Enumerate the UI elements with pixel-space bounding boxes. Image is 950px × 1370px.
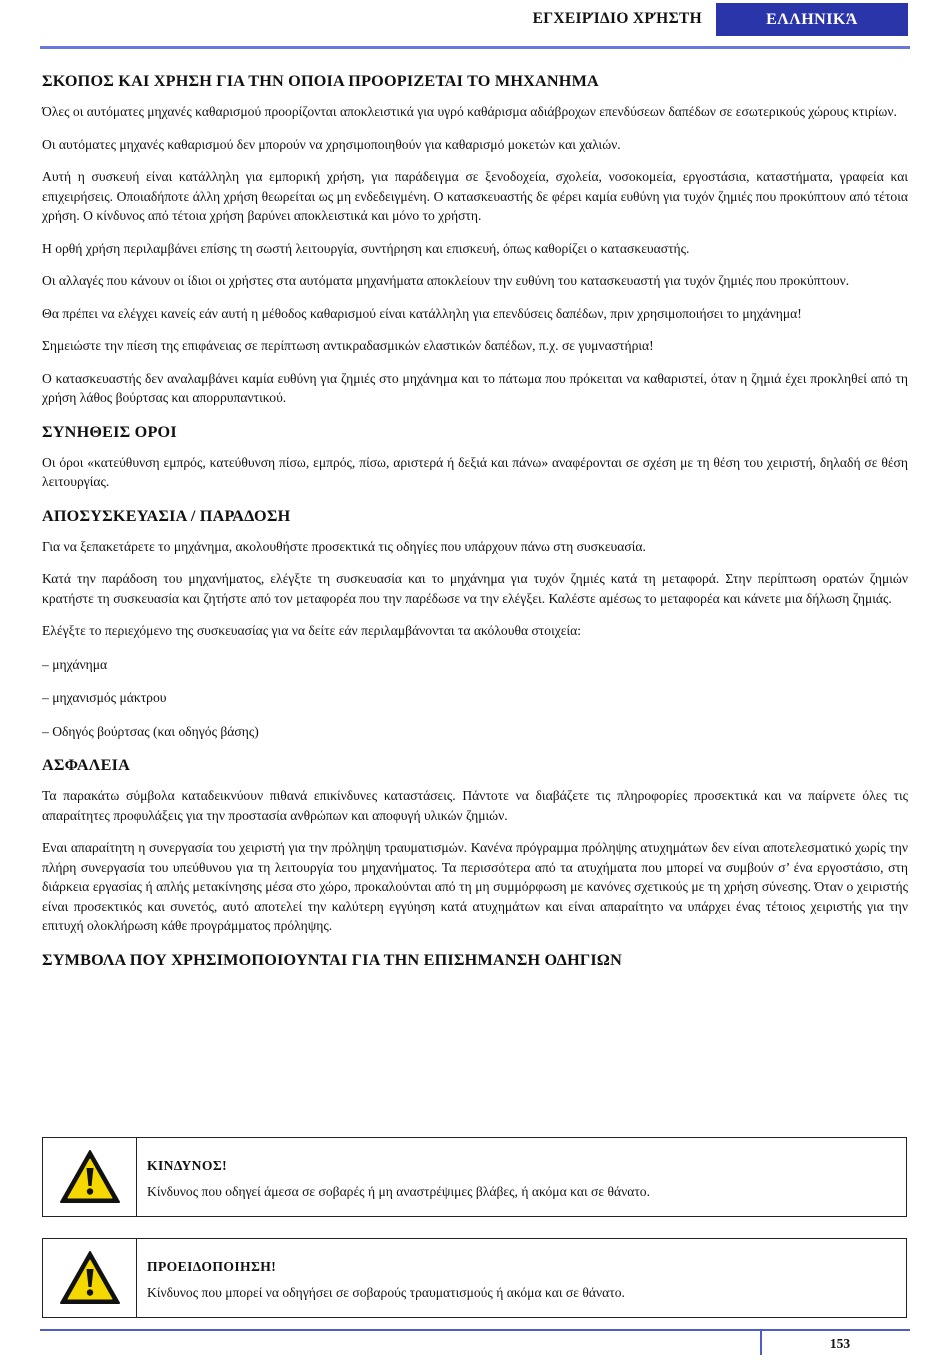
section-heading-purpose: ΣΚΟΠΟΣ ΚΑΙ ΧΡΗΣΗ ΓΙΑ ΤΗΝ ΟΠΟΙΑ ΠΡΟΟΡΙΖΕΤΑΙ ΤΟ ΜΗΧΑΝΗΜΑ — [42, 72, 599, 90]
danger-description: Κίνδυνος που οδηγεί άμεσα σε σοβαρές ή μη αναστρέψιμες βλάβες, ή ακόμα και σε θάνατο. — [147, 1183, 651, 1199]
paragraph: Θα πρέπει να ελέγχει κανείς εάν αυτή η μέθοδος καθαρισμού είναι κατάλληλη για επενδύσεις δαπέδων, πριν χρησιμοποιήσει το μηχάνημα! — [42, 305, 802, 321]
list-item: – μηχάνημα — [42, 656, 108, 672]
paragraph: Για να ξεπακετάρετε το μηχάνημα, ακολουθήστε προσεκτικά τις οδηγίες που υπάρχουν πάνω στη συσκευασία. — [42, 538, 646, 554]
paragraph: Ο κατασκευαστής δεν αναλαμβάνει καμία ευθύνη για ζημιές στο μηχάνημα και το πάτωμα που πρόκειται να καθαριστεί, όταν η ζημιά έχει προκληθεί από τη χρήση λάθος βούρτσας και απορρυπαντικού. — [42, 370, 908, 405]
list-item: – μηχανισμός μάκτρου — [42, 690, 167, 705]
paragraph: Οι όροι «κατεύθυνση εμπρός, κατεύθυνση πίσω, εμπρός, πίσω, αριστερά ή δεξιά και πάνω» αναφέρονται σε σχέση με τη θέση του χειριστή, δηλαδή σε θέση λειτουργίας. — [42, 454, 908, 489]
header-divider — [40, 46, 910, 49]
section-heading-terms: ΣΥΝΗΘΕΙΣ ΟΡΟΙ — [42, 422, 177, 441]
warning-triangle-icon — [43, 1138, 137, 1216]
footer-divider-tick — [760, 1331, 762, 1355]
paragraph: Σημειώστε την πίεση της επιφάνειας σε περίπτωση αντικραδασμικών ελαστικών δαπέδων, π.χ. σε γυμναστήρια! — [42, 338, 654, 353]
paragraph: Ελέγξτε το περιεχόμενο της συσκευασίας για να δείτε εάν περιλαμβάνονται τα ακόλουθα στοιχεία: — [42, 623, 582, 638]
paragraph: Οι αυτόματες μηχανές καθαρισμού δεν μπορούν να χρησιμοποιηθούν για καθαρισμό μοκετών και χαλιών. — [42, 136, 621, 152]
section-heading-unpacking: ΑΠΟΣΥΣΚΕΥΑΣΙΑ / ΠΑΡΑΔΟΣΗ — [42, 506, 291, 525]
footer-divider — [40, 1329, 910, 1331]
language-badge: ΕΛΛΗΝΙΚΆ — [716, 3, 908, 36]
warning-description: Κίνδυνος που μπορεί να οδηγήσει σε σοβαρούς τραυματισμούς ή ακόμα και σε θάνατο. — [147, 1284, 625, 1300]
danger-label: ΚΙΝΔΥΝΟΣ! — [147, 1158, 228, 1173]
paragraph: Η ορθή χρήση περιλαμβάνει επίσης τη σωστή λειτουργία, συντήρηση και επισκευή, όπως καθορίζει ο κατασκευαστής. — [42, 240, 690, 256]
list-item: – Οδηγός βούρτσας (και οδηγός βάσης) — [42, 723, 259, 739]
paragraph: Τα παρακάτω σύμβολα καταδεικνύουν πιθανά επικίνδυνες καταστάσεις. Πάντοτε να διαβάζετε τις πληροφορίες προσεκτικά και να παίρνετε όλες τις απαραίτητες προφυλάξεις για την προστασία ανθρώπων και αποφυγή υλικών ζημιών. — [42, 788, 908, 823]
document-title: ΕΓΧΕΙΡΊΔΙΟ ΧΡΉΣΤΗ — [532, 10, 702, 27]
warning-symbol-box — [42, 1238, 907, 1318]
danger-symbol-box — [42, 1137, 907, 1217]
section-heading-symbols: ΣΥΜΒΟΛΑ ΠΟΥ ΧΡΗΣΙΜΟΠΟΙΟΥΝΤΑΙ ΓΙΑ ΤΗΝ ΕΠΙΣΗΜΑΝΣΗ ΟΔΗΓΙΩΝ — [42, 950, 622, 969]
paragraph: Εναι απαραίτητη η συνεργασία του χειριστή για την πρόληψη τραυματισμών. Κανένα πρόγραμμα πρόληψης ατυχημάτων δεν είναι αποτελεσματικό χωρίς την πλήρη συνεργασία του υπεύθυνου για τη λειτουργία του μηχανήματος. Τα περισσότερα από τα ατυχήματα που μπορεί να συμβούν σ’ ένα εργοστάσιο, στη διάρκεια εργασίας ή απλής μετακίνησης μέσα στο χώρο, προκαλούνται από τη μη συμμόρφωση με κανόνες σχετικούς με τη χρήση σύνεσης. Όταν ο χειριστής είναι προσεκτικός και συνετός, αυτό αποτελεί την καλύτερη εγγύηση κατά ατυχημάτων και είναι απαραίτητο να υπάρχει ένας τέτοιος χειριστής για την επιτυχή ολοκλήρωση κάθε προγράμματος πρόληψης. — [42, 840, 908, 933]
section-heading-safety: ΑΣΦΑΛΕΙΑ — [42, 756, 130, 774]
paragraph: Όλες οι αυτόματες μηχανές καθαρισμού προορίζονται αποκλειστικά για υγρό καθάρισμα αδιάβροχων επενδύσεων δαπέδων σε εσωτερικούς χώρους κτιρίων. — [42, 104, 897, 119]
paragraph: Αυτή η συσκευή είναι κατάλληλη για εμπορική χρήση, για παράδειγμα σε ξενοδοχεία, σχολεία, νοσοκομεία, εργοστάσια, καταστήματα, γραφεία και επιχειρήσεις. Οποιαδήποτε άλλη χρήση θεωρείται ως μη ενδεδειγμένη. Ο κατασκευαστής δε φέρει καμία ευθύνη για τυχόν ζημιές που προκύπτουν από τέτοια χρήση. Ο κίνδυνος από τέτοια χρήση βαρύνει αποκλειστικά και μόνο το χρήστη. — [42, 169, 908, 223]
warning-triangle-icon — [43, 1239, 137, 1317]
paragraph: Κατά την παράδοση του μηχανήματος, ελέγξτε τη συσκευασία και το μηχάνημα για τυχόν ζημιές κατά τη μεταφορά. Στην περίπτωση ορατών ζημιών κρατήστε τη συσκευασία και ζητήστε από τον μεταφορέα που την παρέδωσε να την ελέγξει. Καλέστε αμέσως το μεταφορέα και κάνετε μια δήλωση ζημιάς. — [42, 571, 908, 606]
warning-label: ΠΡΟΕΙΔΟΠΟΙΗΣΗ! — [147, 1259, 277, 1274]
page-content — [42, 70, 908, 971]
paragraph: Οι αλλαγές που κάνουν οι ίδιοι οι χρήστες στα αυτόματα μηχανήματα αποκλείουν την ευθύνη του κατασκευαστή για τυχόν ζημιές που προκύπτουν. — [42, 273, 850, 288]
page-number: 153 — [829, 1336, 851, 1351]
